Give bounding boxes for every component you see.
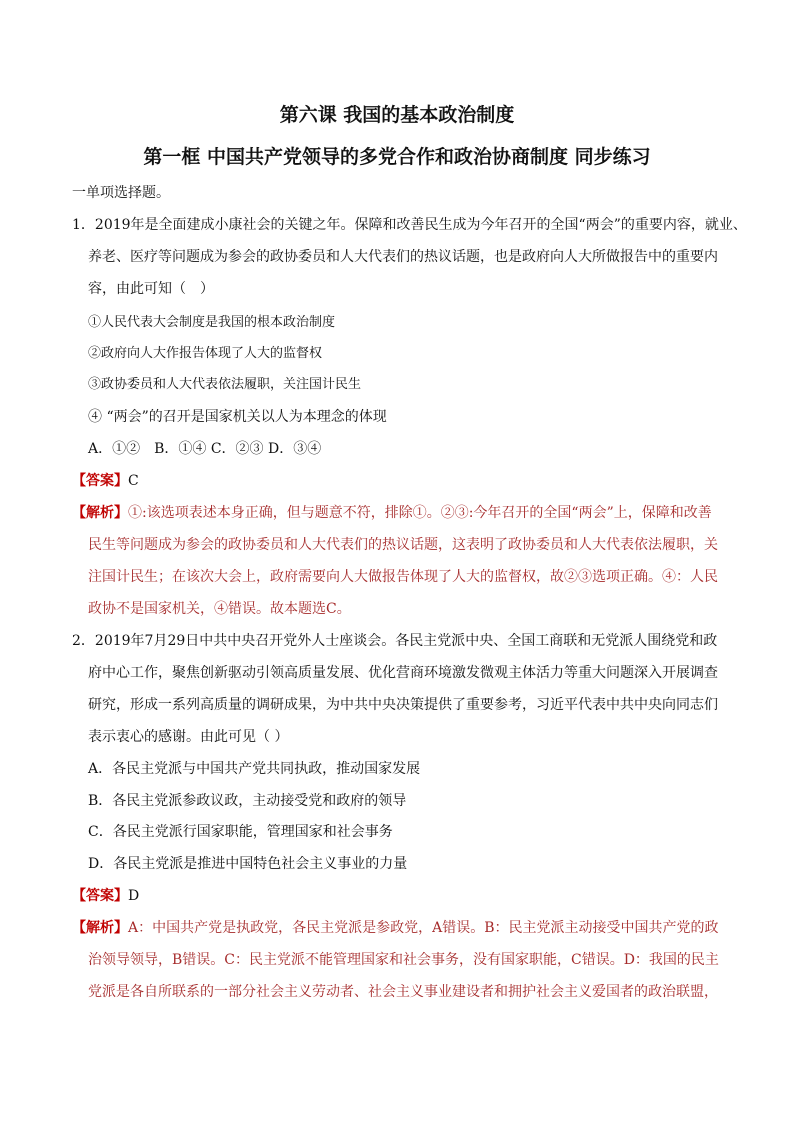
q2-stem-line1: 2．2019年7月29日中共中央召开党外人士座谈会。各民主党派中央、全国工商联和无党派人围绕党和政: [72, 633, 718, 649]
q1-choices: A．①② B．①④ C．②③ D．③④: [88, 441, 322, 457]
q1-item-3: ③政协委员和人大代表依法履职，关注国计民生: [88, 377, 362, 392]
q2-answer-tag: 【答案】: [72, 888, 128, 904]
q1-item-2: ②政府向人大作报告体现了人大的监督权: [88, 346, 323, 361]
q2-stem-line3: 研究，形成一系列高质量的调研成果，为中共中央决策提供了重要参考，习近平代表中共中央向同志们: [88, 697, 718, 713]
q2-analysis-line2: 治领导领导，B错误。C：民主党派不能管理国家和社会事务，没有国家职能，C错误。D：我国的民主: [88, 952, 719, 968]
page-subtitle: 第一框 中国共产党领导的多党合作和政治协商制度 同步练习: [143, 146, 651, 168]
q1-item-1: ①人民代表大会制度是我国的根本政治制度: [88, 315, 336, 330]
q2-option-c: C．各民主党派行国家职能，管理国家和社会事务: [88, 824, 393, 840]
q1-stem-line3: 容，由此可知（ ）: [88, 281, 214, 297]
q1-analysis-text1: ①:该选项表述本身正确，但与题意不符，排除①。②③:今年召开的全国“两会”上，保障和改善: [128, 505, 712, 521]
q2-stem-line4: 表示衷心的感谢。由此可见（ ）: [88, 729, 289, 745]
q1-analysis-line4: 政协不是国家机关，④错误。故本题选C。: [88, 601, 351, 617]
q2-option-d: D．各民主党派是推进中国特色社会主义事业的力量: [88, 856, 408, 872]
q1-analysis-line1: [72, 502, 712, 524]
q2-answer: [72, 885, 139, 907]
q1-stem-line2: 养老、医疗等问题成为参会的政协委员和人大代表们的热议话题，也是政府向人大所做报告中的重要内: [88, 249, 718, 265]
q2-stem-line2: 府中心工作，聚焦创新驱动引领高质量发展、优化营商环境激发微观主体活力等重大问题深入开展调查: [88, 665, 718, 681]
q2-analysis-line3: 党派是各自所联系的一部分社会主义劳动者、社会主义事业建设者和拥护社会主义爱国者的政治联盟，: [88, 984, 718, 1000]
q1-analysis-line3: 注国计民生；在该次大会上，政府需要向人大做报告体现了人大的监督权，故②③选项正确。④：人民: [88, 569, 718, 585]
q1-answer-tag: 【答案】: [72, 473, 128, 489]
q2-analysis-line1: [72, 917, 719, 939]
q2-answer-value: D: [128, 888, 140, 904]
q1-stem-line1: 1．2019年是全面建成小康社会的关键之年。保障和改善民生成为今年召开的全国“两会”的重要内容，就业、: [72, 217, 747, 233]
q1-answer-value: C: [128, 473, 139, 489]
q2-option-a: A．各民主党派与中国共产党共同执政，推动国家发展: [88, 761, 421, 777]
q2-option-b: B．各民主党派参政议政，主动接受党和政府的领导: [88, 793, 407, 809]
q1-analysis-tag: 【解析】: [72, 505, 128, 521]
section-heading: 一单项选择题。: [72, 185, 170, 201]
page-title: 第六课 我国的基本政治制度: [279, 104, 515, 126]
q2-analysis-tag: 【解析】: [72, 920, 128, 936]
q1-item-4: ④ “两会”的召开是国家机关以人为本理念的体现: [88, 409, 387, 425]
q1-analysis-line2: 民生等问题成为参会的政协委员和人大代表们的热议话题，这表明了政协委员和人大代表依法履职，关: [88, 537, 718, 553]
q1-answer: [72, 470, 139, 492]
q2-analysis-text1: A：中国共产党是执政党，各民主党派是参政党，A错误。B：民主党派主动接受中国共产党的政: [128, 920, 719, 936]
